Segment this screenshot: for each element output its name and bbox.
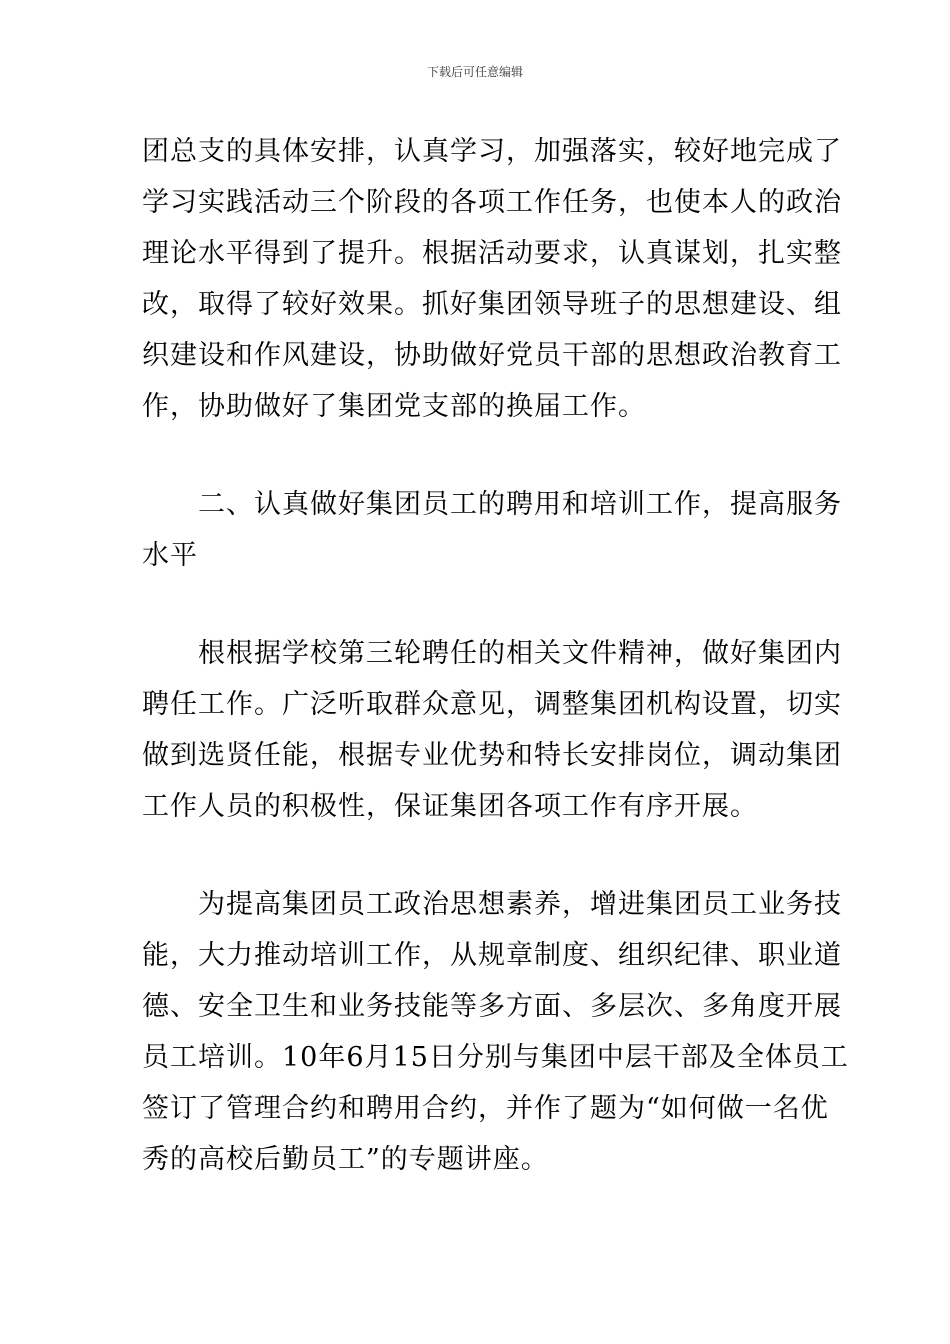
document-body [142,126,849,1185]
text-line: 团总支的具体安排，认真学习，加强落实，较好地完成了 [142,136,842,167]
text-line: 能，大力推动培训工作，从规章制度、组织纪律、职业道 [142,940,842,971]
paragraph-spacer [142,432,808,479]
heading-line: 水平 [142,540,198,571]
text-line: 签订了管理合约和聘用合约，并作了题为“如何做一名优 [142,1093,829,1124]
paragraph-spacer [142,581,808,628]
text-line: 作，协助做好了集团党支部的换届工作。 [142,391,646,422]
text-line: 学习实践活动三个阶段的各项工作任务，也使本人的政治 [142,187,842,218]
text-line: 做到选贤任能，根据专业优势和特长安排岗位，调动集团 [142,740,842,771]
text-line: 为提高集团员工政治思想素养，增进集团员工业务技 [198,889,842,920]
text-line: 员工培训。10年6月15日分别与集团中层干部及全体员工 [142,1042,849,1073]
text-line: 工作人员的积极性，保证集团各项工作有序开展。 [142,791,758,822]
page-header: 下载后可任意编辑 [426,65,523,79]
text-line: 织建设和作风建设，协助做好党员干部的思想政治教育工 [142,340,842,371]
heading-line: 二、认真做好集团员工的聘用和培训工作，提高服务 [198,489,842,520]
text-line: 秀的高校后勤员工”的专题讲座。 [142,1144,549,1175]
paragraph-party-work [142,126,842,432]
section-heading-two [142,479,842,581]
text-line: 根根据学校第三轮聘任的相关文件精神，做好集团内 [198,638,842,669]
text-line: 德、安全卫生和业务技能等多方面、多层次、多角度开展 [142,991,842,1022]
text-line: 聘任工作。广泛听取群众意见，调整集团机构设置，切实 [142,689,842,720]
paragraph-spacer [142,832,808,879]
paragraph-hiring [142,628,842,832]
text-line: 理论水平得到了提升。根据活动要求，认真谋划，扎实整 [142,238,842,269]
text-line: 改，取得了较好效果。抓好集团领导班子的思想建设、组 [142,289,842,320]
paragraph-training [142,879,849,1185]
